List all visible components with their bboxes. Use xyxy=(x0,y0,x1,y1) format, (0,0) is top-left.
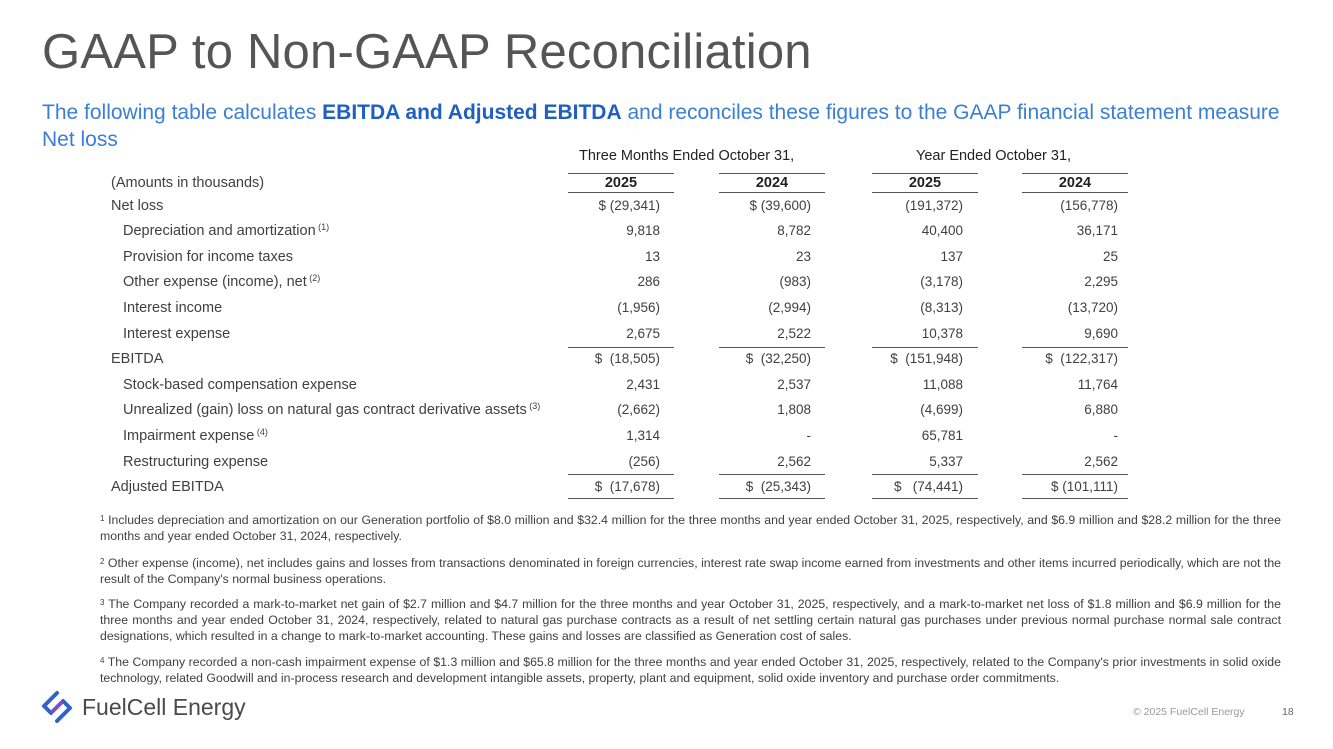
rule-total xyxy=(1022,498,1128,499)
cell-value: 65,781 xyxy=(921,428,963,443)
cell-value: (256) xyxy=(628,454,660,469)
cell-value: 2,295 xyxy=(1084,274,1118,289)
cell-value: 10,378 xyxy=(921,326,963,341)
cell-value: (156,778) xyxy=(1060,198,1118,213)
row-label-text: Interest expense xyxy=(123,326,231,342)
footnote-text: The Company recorded a non-cash impairment expense of $1.3 million and $65.8 million for the three months and year ended October 31, 2025, respectively, related to the Company's prior investments in solid oxide technology, related Goodwill and in-process research and development intangible assets, property, plant and equipment, solid oxide inventory and purchase order commitments. xyxy=(100,655,1281,685)
page-title: GAAP to Non-GAAP Reconciliation xyxy=(42,25,812,79)
subtitle-text-end: and reconciles these figures to the GAAP financial statement measure Net loss xyxy=(42,101,1280,151)
rule-total xyxy=(719,498,825,499)
cell-value: (2,994) xyxy=(768,300,811,315)
cell-value: 23 xyxy=(795,249,811,264)
year-header: 2025 xyxy=(908,175,942,191)
cell-value: - xyxy=(806,428,811,443)
cell-value: $ (122,317) xyxy=(1045,351,1118,366)
cell-value: (1,956) xyxy=(617,300,660,315)
row-label xyxy=(123,402,540,418)
fuelcell-logo-icon xyxy=(40,690,74,724)
footnote-number: 3 xyxy=(100,598,105,607)
subtitle-text: The following table calculates xyxy=(42,101,323,124)
page-number: 18 xyxy=(1282,706,1294,718)
row-label xyxy=(111,198,163,214)
footnote-number: 1 xyxy=(100,514,105,523)
cell-value: 40,400 xyxy=(921,223,963,238)
amounts-label: (Amounts in thousands) xyxy=(111,175,265,191)
rule-year-underline xyxy=(719,192,825,193)
footnote-ref: (1) xyxy=(315,222,330,232)
cell-value: 11,088 xyxy=(922,377,963,392)
cell-value: $ (101,111) xyxy=(1050,479,1118,494)
row-label xyxy=(123,300,222,316)
cell-value: 13 xyxy=(644,249,660,264)
rule-col-header xyxy=(1022,173,1128,174)
rule-total xyxy=(872,474,978,475)
rule-total xyxy=(719,474,825,475)
cell-value: (2,662) xyxy=(617,402,660,417)
cell-value: 2,562 xyxy=(1084,454,1118,469)
footnote-number: 2 xyxy=(100,557,105,566)
rule-col-header xyxy=(568,173,674,174)
rule-subtotal xyxy=(568,347,674,348)
cell-value: $ (18,505) xyxy=(594,351,660,366)
footnote-text: Other expense (income), net includes gains and losses from transactions denominated in foreign currencies, interest rate swap income earned from investments and other items incurred periodically, which are not the result of the Company's normal business operations. xyxy=(100,556,1282,586)
footnote xyxy=(100,597,1281,644)
cell-value: - xyxy=(1113,428,1118,443)
subtitle-highlight: EBITDA and Adjusted EBITDA xyxy=(322,101,622,124)
footnote-number: 4 xyxy=(100,656,105,665)
cell-value: 36,171 xyxy=(1076,223,1118,238)
year-header: 2025 xyxy=(604,175,638,191)
footnote-ref: (4) xyxy=(254,427,268,437)
footnote-ref: (3) xyxy=(526,401,541,411)
copyright: © 2025 FuelCell Energy xyxy=(1133,706,1245,718)
row-label xyxy=(123,274,320,290)
rule-col-header xyxy=(872,173,978,174)
rule-year-underline xyxy=(568,192,674,193)
row-label-text: EBITDA xyxy=(111,351,164,367)
cell-value: (3,178) xyxy=(920,274,963,289)
cell-value: 1,808 xyxy=(777,402,811,417)
row-label-text: Unrealized (gain) loss on natural gas contract derivative assets xyxy=(123,402,527,418)
rule-total xyxy=(872,498,978,499)
cell-value: 5,337 xyxy=(929,454,963,469)
cell-value: 6,880 xyxy=(1084,402,1118,417)
cell-value: $ (39,600) xyxy=(749,198,811,213)
row-label-text: Interest income xyxy=(123,300,223,316)
row-label xyxy=(123,428,268,444)
footnote-ref: (2) xyxy=(306,273,321,283)
rule-total xyxy=(568,498,674,499)
cell-value: (4,699) xyxy=(920,402,963,417)
cell-value: $ (74,441) xyxy=(893,479,963,494)
cell-value: 137 xyxy=(940,249,963,264)
cell-value: 1,314 xyxy=(626,428,660,443)
cell-value: (983) xyxy=(779,274,811,289)
cell-value: (13,720) xyxy=(1067,300,1118,315)
rule-year-underline xyxy=(1022,192,1128,193)
row-label-text: Restructuring expense xyxy=(123,454,269,470)
row-label xyxy=(123,223,329,239)
cell-value: $ (29,341) xyxy=(598,198,660,213)
cell-value: 25 xyxy=(1102,249,1118,264)
cell-value: 2,675 xyxy=(626,326,660,341)
footnote xyxy=(100,556,1281,588)
row-label xyxy=(111,479,224,495)
cell-value: (8,313) xyxy=(920,300,963,315)
rule-subtotal xyxy=(1022,347,1128,348)
row-label-text: Depreciation and amortization xyxy=(123,223,316,239)
row-label-text: Other expense (income), net xyxy=(123,274,307,290)
rule-subtotal xyxy=(719,347,825,348)
cell-value: $ (32,250) xyxy=(745,351,811,366)
row-label-text: Adjusted EBITDA xyxy=(111,479,224,495)
cell-value: 2,562 xyxy=(777,454,811,469)
cell-value: 286 xyxy=(637,274,660,289)
footnote-text: Includes depreciation and amortization on our Generation portfolio of $8.0 million and $32.4 million for the three months and year ended October 31, 2025, respectively, and $6.9 million and $28.2 million for the three months and year ended October 31, 2024, respectively. xyxy=(100,513,1281,543)
cell-value: 8,782 xyxy=(777,223,811,238)
row-label xyxy=(123,454,268,470)
cell-value: 9,690 xyxy=(1084,326,1118,341)
logo-text: FuelCell Energy xyxy=(82,693,246,720)
rule-col-header xyxy=(719,173,825,174)
cell-value: $ (151,948) xyxy=(890,351,963,366)
footnote-text: The Company recorded a mark-to-market net gain of $2.7 million and $4.7 million for the three months and year October 31, 2025, respectively, and a mark-to-market net loss of $1.8 million and $6.9 million for the three months and year ended October 31, 2024, respectively, related to natural gas purchase contracts as a result of net settling certain natural gas purchases under previous normal purchase normal sale contract designations, which resulted in a change to mark-to-market accounting. These gains and losses are classified as Generation cost of sales. xyxy=(100,597,1281,643)
rule-year-underline xyxy=(872,192,978,193)
company-logo xyxy=(40,690,246,724)
row-label-text: Provision for income taxes xyxy=(123,249,294,265)
rule-subtotal xyxy=(872,347,978,348)
year-header: 2024 xyxy=(755,175,789,191)
row-label xyxy=(123,377,357,393)
cell-value: (191,372) xyxy=(905,198,963,213)
rule-total xyxy=(568,474,674,475)
cell-value: 2,537 xyxy=(777,377,811,392)
row-label xyxy=(111,351,163,367)
row-label xyxy=(123,326,230,342)
rule-total xyxy=(1022,474,1128,475)
year-header: 2024 xyxy=(1058,175,1092,191)
footnote xyxy=(100,513,1281,545)
cell-value: $ (25,343) xyxy=(745,479,811,494)
cell-value: 9,818 xyxy=(626,223,660,238)
row-label xyxy=(123,249,293,265)
row-label-text: Stock-based compensation expense xyxy=(123,377,357,393)
row-label-text: Impairment expense xyxy=(123,428,255,444)
cell-value: $ (17,678) xyxy=(594,479,660,494)
group-header-three-months: Three Months Ended October 31, xyxy=(579,148,795,164)
footnote xyxy=(100,655,1281,687)
cell-value: 2,522 xyxy=(777,326,811,341)
cell-value: 11,764 xyxy=(1077,377,1118,392)
row-label-text: Net loss xyxy=(111,198,164,214)
cell-value: 2,431 xyxy=(626,377,660,392)
group-header-year: Year Ended October 31, xyxy=(916,148,1072,164)
